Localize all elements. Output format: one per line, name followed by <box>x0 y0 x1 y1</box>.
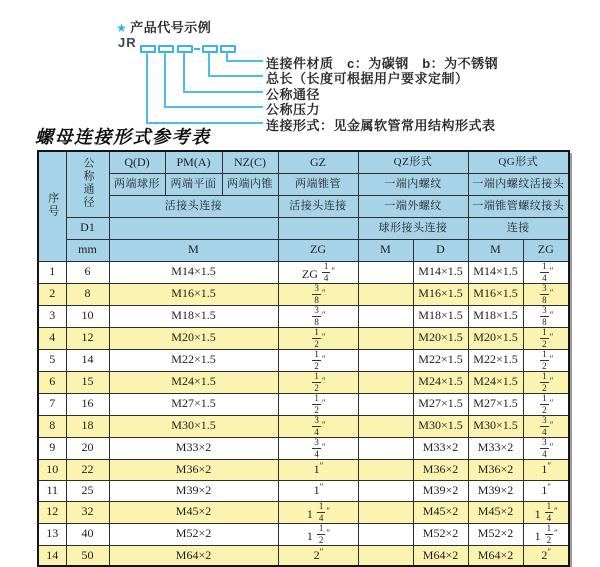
cell-m-thread: M33×2 <box>109 437 278 459</box>
cell-gz: $\frac{3}{8}$ ″ <box>278 283 358 305</box>
cell-m-thread: M14×1.5 <box>109 261 278 283</box>
cell-qg-zg: $\frac{3}{4}$ ″ <box>523 415 569 437</box>
cell-qg-m: M14×1.5 <box>468 261 523 283</box>
cell-seq: 9 <box>38 437 66 459</box>
product-code-prefix: JR <box>118 35 137 50</box>
cell-m-thread: M20×1.5 <box>109 327 278 349</box>
cell-qz-d: M45×2 <box>413 501 468 523</box>
header-seq <box>38 151 66 261</box>
table-row <box>38 545 569 566</box>
cell-m-thread: M30×1.5 <box>109 415 278 437</box>
header-qz-code: QZ形式 <box>358 151 468 173</box>
cell-m-thread: M16×1.5 <box>109 283 278 305</box>
cell-qz-m <box>358 371 413 393</box>
cell-qz-m <box>358 480 413 501</box>
cell-qg-m: M64×2 <box>468 545 523 566</box>
cell-qz-m <box>358 393 413 415</box>
header-qz-desc1: 一端内螺纹 <box>358 173 468 195</box>
table-row <box>38 437 569 459</box>
header-qz-desc2: 一端外螺纹 <box>358 195 468 217</box>
cell-qg-m: M16×1.5 <box>468 283 523 305</box>
header-pm-desc: 两端平面 <box>165 173 222 195</box>
cell-seq: 14 <box>38 545 66 566</box>
cell-gz: 2″ <box>278 545 358 566</box>
cell-dn: 18 <box>66 415 109 437</box>
connector-line <box>226 60 263 62</box>
cell-qz-d: M16×1.5 <box>413 283 468 305</box>
cell-seq: 3 <box>38 305 66 327</box>
cell-m-thread: M39×2 <box>109 480 278 501</box>
table-row <box>38 327 569 349</box>
cell-dn: 40 <box>66 523 109 545</box>
cell-qz-d: M30×1.5 <box>413 415 468 437</box>
nut-connection-table <box>37 150 570 567</box>
header-d1: D1 <box>66 217 109 239</box>
cell-qg-m: M18×1.5 <box>468 305 523 327</box>
cell-seq: 4 <box>38 327 66 349</box>
cell-qz-m <box>358 327 413 349</box>
cell-dn: 15 <box>66 371 109 393</box>
header-dn-label: 公称通径 <box>82 156 94 209</box>
cell-qz-d: M27×1.5 <box>413 393 468 415</box>
cell-qg-zg: 1 $\frac{1}{4}$ ″ <box>523 501 569 523</box>
cell-qg-zg: 1 $\frac{1}{2}$ ″ <box>523 523 569 545</box>
header-blank-gz <box>278 217 358 239</box>
table-row <box>38 283 569 305</box>
cell-gz: 1 $\frac{1}{4}$ ″ <box>278 501 358 523</box>
cell-m-thread: M52×2 <box>109 523 278 545</box>
page-title: 螺母连接形式参考表 <box>35 127 211 148</box>
cell-dn: 25 <box>66 480 109 501</box>
cell-qg-m: M22×1.5 <box>468 349 523 371</box>
header-mm: mm <box>66 239 109 261</box>
header-gz-code: GZ <box>278 151 358 173</box>
table-row <box>38 480 569 501</box>
cell-qz-m <box>358 415 413 437</box>
diagram-heading-text: 产品代号示例 <box>130 20 212 35</box>
cell-qz-d: M18×1.5 <box>413 305 468 327</box>
cell-qg-zg: $\frac{1}{2}$ ″ <box>523 371 569 393</box>
cell-seq: 13 <box>38 523 66 545</box>
cell-gz: $\frac{3}{4}$ ″ <box>278 437 358 459</box>
cell-seq: 5 <box>38 349 66 371</box>
cell-seq: 10 <box>38 459 66 480</box>
cell-qg-zg: $\frac{1}{2}$ ″ <box>523 327 569 349</box>
cell-qg-zg: $\frac{1}{2}$ ″ <box>523 393 569 415</box>
cell-qg-zg: $\frac{3}{4}$ ″ <box>523 437 569 459</box>
cell-qg-m: M36×2 <box>468 459 523 480</box>
header-qd-desc: 两端球形 <box>109 173 165 195</box>
cell-qg-m: M39×2 <box>468 480 523 501</box>
cell-dn: 8 <box>66 283 109 305</box>
cell-gz: 1 $\frac{1}{2}$ ″ <box>278 523 358 545</box>
header-nz-code: NZ(C) <box>222 151 278 173</box>
cell-qg-zg: $\frac{3}{8}$ ″ <box>523 305 569 327</box>
connector-line <box>208 75 263 77</box>
cell-qz-m <box>358 437 413 459</box>
connector-line <box>146 52 148 123</box>
header-qg-unit-m: M <box>468 239 523 261</box>
cell-qz-d: M64×2 <box>413 545 468 566</box>
header-qz-unit-m: M <box>358 239 413 261</box>
code-box-3 <box>177 45 193 53</box>
header-blank-left <box>109 217 278 239</box>
connector-line <box>208 52 210 76</box>
cell-qz-d: M24×1.5 <box>413 371 468 393</box>
cell-qz-d: M36×2 <box>413 459 468 480</box>
cell-qg-m: M30×1.5 <box>468 415 523 437</box>
cell-seq: 12 <box>38 501 66 523</box>
header-gz-connection: 活接头连接 <box>278 195 358 217</box>
cell-gz: $\frac{1}{2}$ ″ <box>278 393 358 415</box>
cell-m-thread: M27×1.5 <box>109 393 278 415</box>
cell-qg-m: M27×1.5 <box>468 393 523 415</box>
cell-m-thread: M45×2 <box>109 501 278 523</box>
diagram-label-connection: 连接形式：见金属软管常用结构形式表 <box>266 118 496 133</box>
cell-dn: 50 <box>66 545 109 566</box>
cell-qz-m <box>358 261 413 283</box>
cell-qz-d: M22×1.5 <box>413 349 468 371</box>
cell-dn: 32 <box>66 501 109 523</box>
cell-gz: 1″ <box>278 459 358 480</box>
code-box-4 <box>202 45 218 53</box>
cell-qz-d: M33×2 <box>413 437 468 459</box>
cell-gz: $\frac{1}{2}$ ″ <box>278 349 358 371</box>
table-row <box>38 459 569 480</box>
table-row <box>38 371 569 393</box>
cell-seq: 6 <box>38 371 66 393</box>
cell-gz: $\frac{1}{2}$ ″ <box>278 371 358 393</box>
cell-dn: 22 <box>66 459 109 480</box>
cell-m-thread: M36×2 <box>109 459 278 480</box>
cell-gz: $\frac{3}{8}$ ″ <box>278 305 358 327</box>
connector-line <box>183 91 263 93</box>
cell-qg-m: M33×2 <box>468 437 523 459</box>
cell-seq: 11 <box>38 480 66 501</box>
header-qg-code: QG形式 <box>468 151 569 173</box>
cell-dn: 20 <box>66 437 109 459</box>
table-row <box>38 349 569 371</box>
header-gz-unit: ZG <box>278 239 358 261</box>
diagram-label-diameter: 公称通径 <box>266 87 321 102</box>
cell-gz: $\frac{1}{2}$ ″ <box>278 327 358 349</box>
header-nz-desc: 两端内锥 <box>222 173 278 195</box>
header-qg-desc2: 一端锥管螺纹接头 <box>468 195 569 217</box>
cell-dn: 6 <box>66 261 109 283</box>
cell-qg-m: M24×1.5 <box>468 371 523 393</box>
header-m-unit: M <box>109 239 278 261</box>
cell-dn: 14 <box>66 349 109 371</box>
code-box-1 <box>140 45 156 53</box>
connector-line <box>164 52 166 107</box>
cell-qg-zg: $\frac{1}{4}$ ″ <box>523 261 569 283</box>
cell-qz-d: M39×2 <box>413 480 468 501</box>
cell-m-thread: M22×1.5 <box>109 349 278 371</box>
header-qg-connection: 连接 <box>468 217 569 239</box>
table-row <box>38 415 569 437</box>
header-pm-code: PM(A) <box>165 151 222 173</box>
table-row <box>38 393 569 415</box>
cell-qz-m <box>358 349 413 371</box>
cell-dn: 12 <box>66 327 109 349</box>
header-union-connection: 活接头连接 <box>109 195 278 217</box>
code-box-2 <box>158 45 174 53</box>
star-icon: ★ <box>116 21 128 35</box>
header-gz-desc: 两端锥管 <box>278 173 358 195</box>
cell-dn: 16 <box>66 393 109 415</box>
header-qg-unit-zg: ZG <box>523 239 569 261</box>
cell-gz: ZG $\frac{1}{4}$ ″ <box>278 261 358 283</box>
connector-line <box>183 52 185 92</box>
cell-m-thread: M18×1.5 <box>109 305 278 327</box>
cell-m-thread: M64×2 <box>109 545 278 566</box>
header-qd-code: Q(D) <box>109 151 165 173</box>
table-row <box>38 261 569 283</box>
cell-qg-m: M52×2 <box>468 523 523 545</box>
cell-seq: 1 <box>38 261 66 283</box>
cell-qz-m <box>358 283 413 305</box>
cell-dn: 10 <box>66 305 109 327</box>
header-seq-label: 序号 <box>46 191 59 218</box>
code-dash <box>194 48 200 50</box>
cell-qg-zg: $\frac{1}{2}$ ″ <box>523 349 569 371</box>
cell-qg-zg: 2″ <box>523 545 569 566</box>
cell-qg-m: M20×1.5 <box>468 327 523 349</box>
cell-qz-m <box>358 545 413 566</box>
cell-qg-zg: 1″ <box>523 459 569 480</box>
cell-qz-m <box>358 501 413 523</box>
cell-qz-m <box>358 305 413 327</box>
cell-qg-zg: 1″ <box>523 480 569 501</box>
cell-qz-d: M52×2 <box>413 523 468 545</box>
header-qz-unit-d: D <box>413 239 468 261</box>
diagram-heading <box>116 17 211 36</box>
cell-qz-d: M20×1.5 <box>413 327 468 349</box>
diagram-label-pressure: 公称压力 <box>266 102 321 117</box>
table-body <box>38 261 569 566</box>
code-box-5 <box>220 45 236 53</box>
cell-qz-d: M14×1.5 <box>413 261 468 283</box>
table-header <box>38 151 569 261</box>
table-row <box>38 523 569 545</box>
diagram-label-material: 连接件材质 c：为碳钢 b：为不锈钢 <box>266 56 499 71</box>
cell-seq: 2 <box>38 283 66 305</box>
cell-seq: 8 <box>38 415 66 437</box>
table-row <box>38 305 569 327</box>
cell-qz-m <box>358 459 413 480</box>
cell-seq: 7 <box>38 393 66 415</box>
cell-qg-zg: $\frac{3}{8}$ ″ <box>523 283 569 305</box>
cell-gz: $\frac{3}{4}$ ″ <box>278 415 358 437</box>
diagram-label-length: 总长（长度可根据用户要求定制） <box>266 71 469 86</box>
cell-qg-m: M45×2 <box>468 501 523 523</box>
header-dn <box>66 151 109 217</box>
header-qg-desc1: 一端内螺纹活接头 <box>468 173 569 195</box>
cell-qz-m <box>358 523 413 545</box>
cell-gz: 1″ <box>278 480 358 501</box>
cell-m-thread: M24×1.5 <box>109 371 278 393</box>
connector-line <box>164 106 263 108</box>
header-qz-connection: 球形接头连接 <box>358 217 468 239</box>
table-row <box>38 501 569 523</box>
